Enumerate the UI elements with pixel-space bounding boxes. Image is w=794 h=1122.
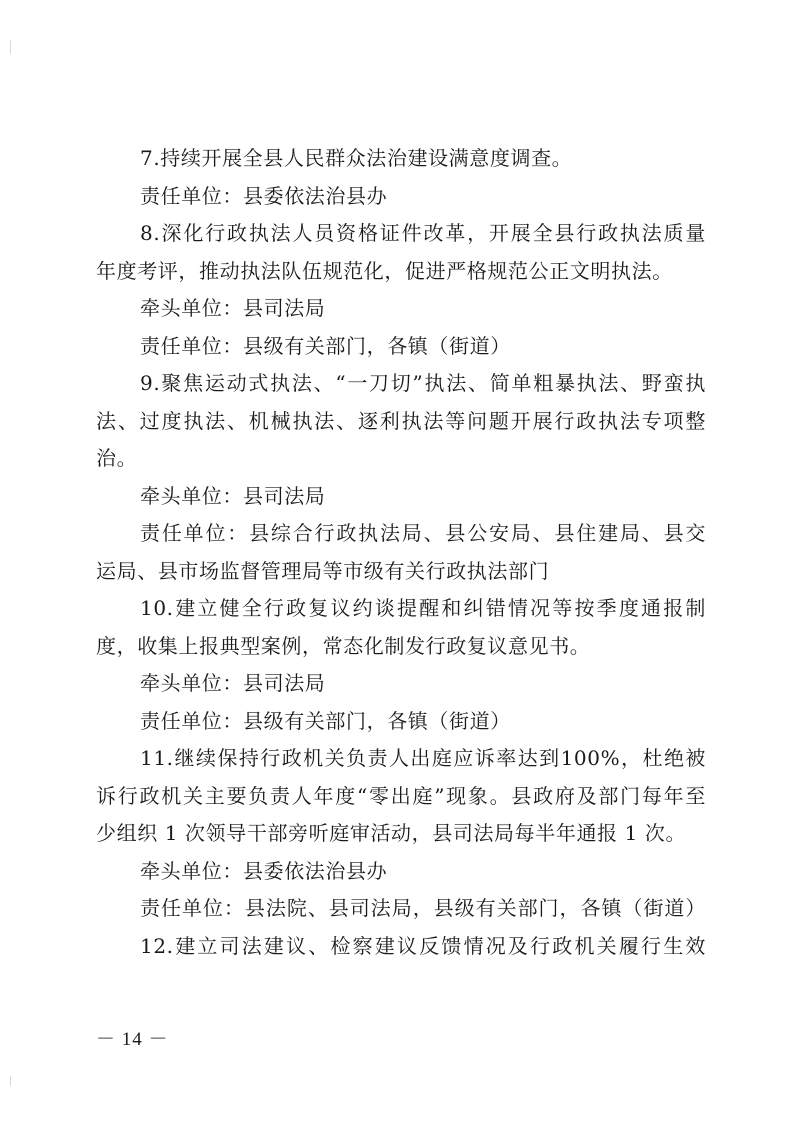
text-line: 责任单位：县法院、县司法局，县级有关部门，各镇（街道） [140,896,706,920]
text-line: 治。 [96,446,138,470]
text-line: 责任单位：县综合行政执法局、县公安局、县住建局、县交 [140,521,706,545]
text-line: 12.建立司法建议、检察建议反馈情况及行政机关履行生效 [140,933,706,958]
text-line: 法、过度执法、机械执法、逐利执法等问题开展行政执法专项整 [96,408,706,433]
scan-edge-mark [10,1076,11,1086]
text-line: 牵头单位：县司法局 [140,483,326,508]
text-line: 度，收集上报典型案例，常态化制发行政复议意见书。 [96,633,591,658]
text-line: 11.继续保持行政机关负责人出庭应诉率达到100%，杜绝被 [140,746,706,770]
document-body [96,140,706,965]
text-line: 牵头单位：县司法局 [140,671,326,695]
text-line: 牵头单位：县委依法治县办 [140,858,388,883]
text-line: 8.深化行政执法人员资格证件改革，开展全县行政执法质量 [140,221,706,245]
scan-edge-mark [10,40,11,54]
text-line: 诉行政机关主要负责人年度“零出庭”现象。县政府及部门每年至 [96,783,706,808]
text-line: 年度考评，推动执法队伍规范化，促进严格规范公正文明执法。 [96,258,673,283]
text-line: 7.持续开展全县人民群众法治建设满意度调查。 [140,146,573,170]
page-number: － 14 － [96,1029,169,1050]
text-line: 9.聚焦运动式执法、“一刀切”执法、简单粗暴执法、野蛮执 [140,371,706,395]
text-line: 责任单位：县委依法治县办 [140,183,388,208]
text-line: 责任单位：县级有关部门，各镇（街道） [140,708,511,733]
text-line: 运局、县市场监督管理局等市级有关行政执法部门 [96,558,550,583]
text-line: 责任单位：县级有关部门，各镇（街道） [140,333,511,358]
text-line: 牵头单位：县司法局 [140,296,326,320]
text-line: 少组织 1 次领导干部旁听庭审活动，县司法局每半年通报 1 次。 [96,821,687,845]
text-line: 10.建立健全行政复议约谈提醒和纠错情况等按季度通报制 [140,596,706,620]
